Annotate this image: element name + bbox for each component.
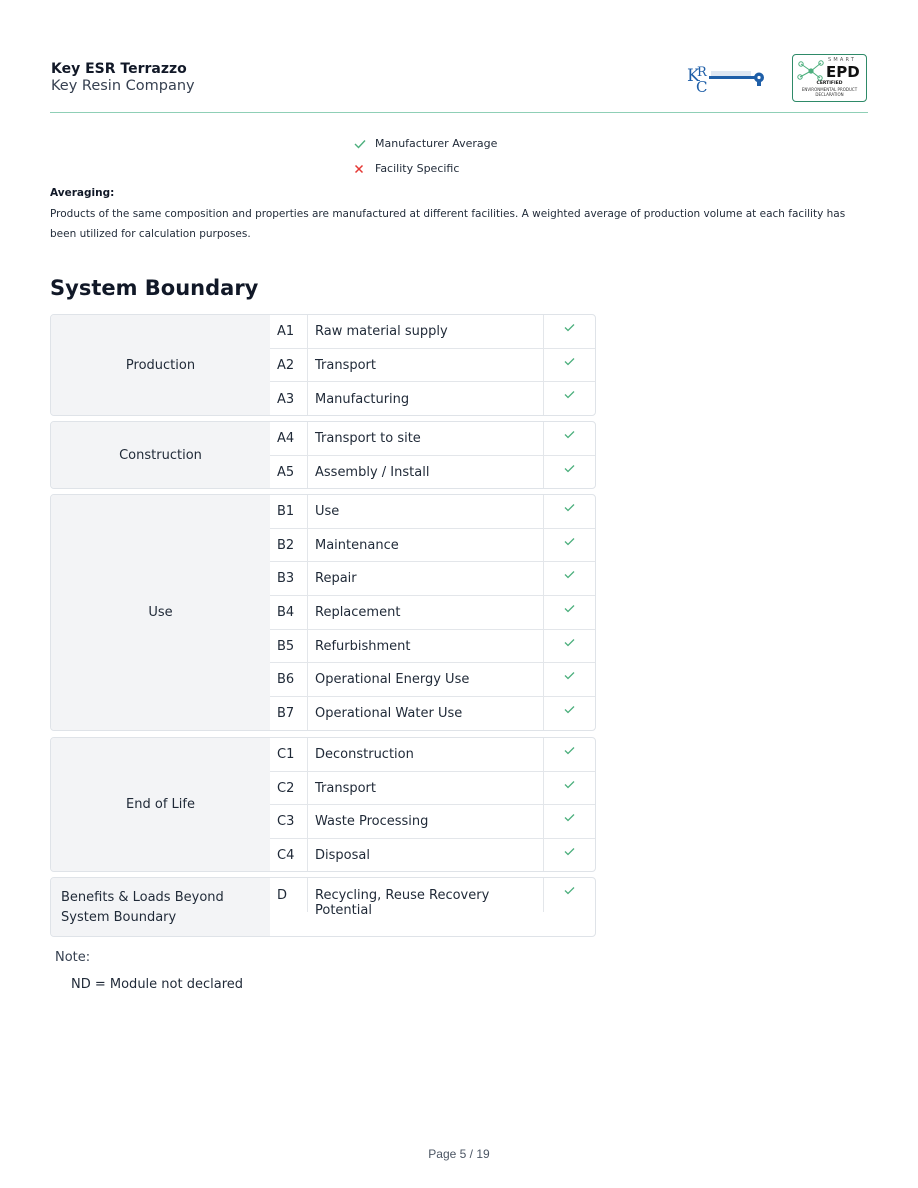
module-name: Repair — [308, 562, 544, 595]
module-row — [270, 495, 595, 529]
module-code: A1 — [270, 315, 308, 348]
krc-key-icon — [687, 63, 769, 95]
module-row — [270, 878, 595, 918]
module-row — [270, 562, 595, 596]
stage-label: End of Life — [51, 738, 270, 871]
module-code: A2 — [270, 349, 308, 382]
module-code: A3 — [270, 382, 308, 416]
stage-group-end-of-life — [50, 737, 596, 872]
data-type-facility-specific — [354, 162, 459, 175]
svg-text:C: C — [696, 78, 708, 95]
check-icon — [564, 323, 575, 332]
badge-certified-text: CERTIFIED — [816, 81, 843, 86]
stage-label: Use — [51, 495, 270, 730]
stage-group-production — [50, 314, 596, 416]
smart-epd-badge — [792, 54, 867, 102]
module-code: B7 — [270, 697, 308, 731]
module-code: B4 — [270, 596, 308, 629]
module-name: Operational Water Use — [308, 697, 544, 731]
check-icon — [564, 671, 575, 680]
stage-label: Construction — [51, 422, 270, 488]
network-icon — [796, 59, 826, 81]
check-icon — [564, 430, 575, 439]
check-icon — [564, 886, 575, 895]
module-name: Raw material supply — [308, 315, 544, 348]
stage-label: Production — [51, 315, 270, 415]
module-name: Assembly / Install — [308, 456, 544, 489]
section-title: System Boundary — [50, 276, 259, 300]
data-type-label: Manufacturer Average — [375, 137, 498, 150]
check-icon — [564, 705, 575, 714]
company-name: Key Resin Company — [51, 78, 195, 94]
module-row — [270, 663, 595, 697]
badge-smart-text: SMART — [828, 57, 857, 63]
krc-logo — [687, 63, 769, 95]
module-row — [270, 422, 595, 456]
module-code: B3 — [270, 562, 308, 595]
module-code: A5 — [270, 456, 308, 489]
data-type-label: Facility Specific — [375, 162, 460, 175]
module-row — [270, 839, 595, 872]
module-name: Recycling, Reuse Recovery Potential — [308, 878, 544, 912]
module-code: D — [270, 878, 308, 912]
check-icon — [564, 847, 575, 856]
module-row — [270, 456, 595, 489]
stage-group-benefits-loads — [50, 877, 596, 937]
module-code: B5 — [270, 630, 308, 663]
averaging-label: Averaging: — [50, 187, 115, 199]
module-name: Manufacturing — [308, 382, 544, 416]
check-icon — [564, 638, 575, 647]
module-row — [270, 596, 595, 630]
module-name: Waste Processing — [308, 805, 544, 838]
module-code: C4 — [270, 839, 308, 872]
module-code: C1 — [270, 738, 308, 771]
module-code: C3 — [270, 805, 308, 838]
module-code: C2 — [270, 772, 308, 805]
module-row — [270, 630, 595, 664]
module-code: B1 — [270, 495, 308, 528]
module-row — [270, 529, 595, 563]
module-name: Transport — [308, 349, 544, 382]
module-name: Use — [308, 495, 544, 528]
module-name: Transport to site — [308, 422, 544, 455]
check-icon — [564, 746, 575, 755]
note-label: Note: — [55, 950, 91, 965]
module-row — [270, 382, 595, 416]
check-icon — [564, 357, 575, 366]
product-name: Key ESR Terrazzo — [51, 61, 187, 77]
check-icon — [564, 780, 575, 789]
stage-group-use — [50, 494, 596, 731]
module-code: B2 — [270, 529, 308, 562]
module-name: Deconstruction — [308, 738, 544, 771]
check-icon — [564, 503, 575, 512]
module-name: Maintenance — [308, 529, 544, 562]
note-text: ND = Module not declared — [71, 977, 244, 992]
svg-text:K: K — [687, 66, 700, 86]
badge-epd-text: EPD — [826, 63, 860, 81]
check-icon — [564, 464, 575, 473]
data-type-manufacturer-average — [354, 137, 497, 150]
module-row — [270, 738, 595, 772]
module-name: Replacement — [308, 596, 544, 629]
module-row — [270, 772, 595, 806]
page-number: Page 5 / 19 — [428, 1147, 490, 1161]
stage-label: Benefits & Loads Beyond System Boundary — [51, 878, 270, 936]
check-icon — [354, 139, 368, 149]
badge-declaration-text: ENVIRONMENTAL PRODUCT DECLARATION — [801, 87, 858, 97]
check-icon — [564, 537, 575, 546]
module-row — [270, 349, 595, 383]
check-icon — [564, 604, 575, 613]
x-icon — [354, 164, 368, 174]
module-name: Refurbishment — [308, 630, 544, 663]
check-icon — [564, 390, 575, 399]
check-icon — [564, 813, 575, 822]
averaging-text: Products of the same composition and properties are manufactured at different facilities. A weighted average of production volume at each facility has been utilized for calculation purposes. — [50, 208, 846, 240]
svg-text:R: R — [697, 65, 707, 80]
module-name: Operational Energy Use — [308, 663, 544, 696]
module-code: A4 — [270, 422, 308, 455]
stage-group-construction — [50, 421, 596, 489]
module-row — [270, 805, 595, 839]
module-code: B6 — [270, 663, 308, 696]
page-header — [50, 0, 868, 113]
module-row — [270, 697, 595, 731]
check-icon — [564, 570, 575, 579]
module-name: Transport — [308, 772, 544, 805]
module-name: Disposal — [308, 839, 544, 872]
module-row — [270, 315, 595, 349]
